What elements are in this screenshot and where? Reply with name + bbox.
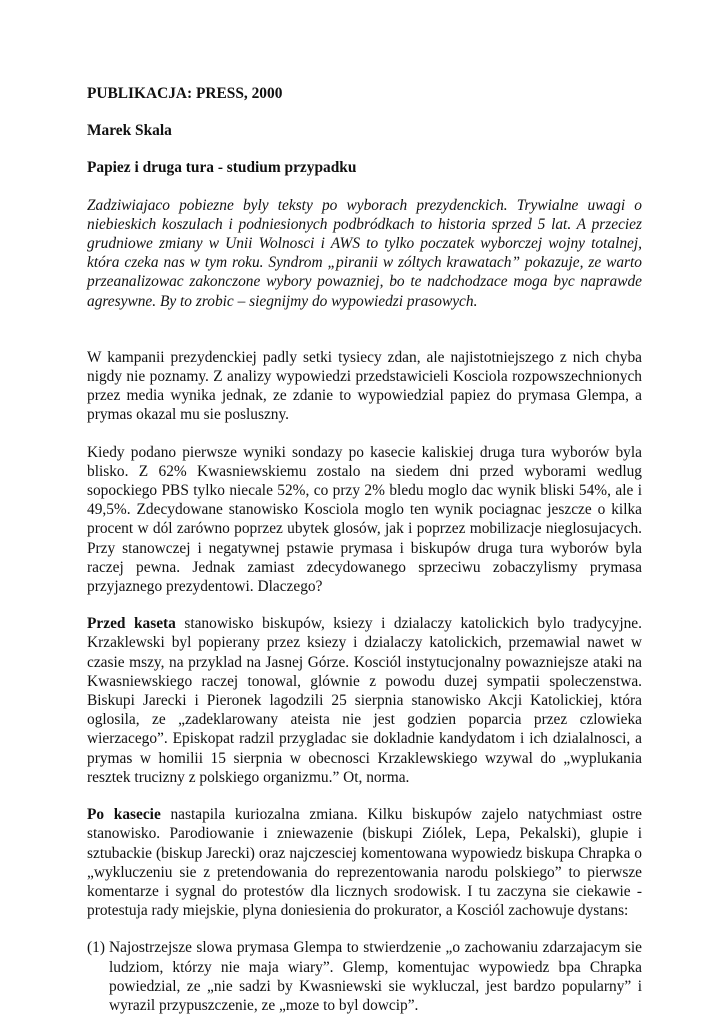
paragraph-3 [87,614,642,787]
paragraph-text: nastapila kuriozalna zmiana. Kilku biskupów zajelo natychmiast ostre stanowisko. Parodiowanie i zniewazenie (biskupi Ziólek, Lepa, Pekalski), glupie i sztubackie (biskup Jarecki) oraz najczesciej komentowana wypowiedz biskupa Chrapka o „wykluczeniu sie z pretendowania do reprezentowania narodu polskiego” to pierwsze komentarze i sygnal do protestów dla licznych srodowisk. I tu zaczyna sie ciekawie - protestuja rady miejskie, plyna doniesienia do prokurator, a Kosciól zachowuje dystans: [87,806,642,920]
paragraph-lead-bold: Po kasecie [87,806,161,824]
document-page [87,84,642,1015]
numbered-list [87,938,642,1015]
publication-line: PUBLIKACJA: PRESS, 2000 [87,85,283,102]
list-item [87,938,642,1015]
paragraph-1 [87,348,642,425]
list-item-text: Najostrzejsze slowa prymasa Glempa to stwierdzenie „o zachowaniu zdarzajacym sie ludziom, którzy nie maja wiary”. Glemp, komentujac wypowiedz bpa Chrapka powiedzial, ze „nie sadzi by Kwasniewski sie wykluczal, jest bardzo popularny” i wyrazil przypuszczenie, ze „moze to byl dowcip”. [109,939,642,1014]
article-lead: Zadziwiajaco pobiezne byly teksty po wyborach prezydenckich. Trywialne uwagi o niebieskich koszulach i podniesionych podbródkach to historia sprzed 5 lat. A przeciez grudniowe zmiany w Unii Wolnosci i AWS to tylko poczatek wyborczej wojny totalnej, która czeka nas w tym roku. Syndrom „piranii w zóltych krawatach” pokazuje, ze warto przeanalizowac zakonczone wybory powazniej, bo te nadchodzace moga byc naprawde agresywne. By to zrobic – siegnijmy do wypowiedzi prasowych. [87,196,642,310]
paragraph-2 [87,443,642,597]
list-item-number: (1) [87,939,105,957]
paragraph-text: W kampanii prezydenckiej padly setki tysiecy zdan, ale najistotniejszego z nich chyba nigdy nie poznamy. Z analizy wypowiedzi przedstawicieli Kosciola rozpowszechnionych przez media wynika jednak, ze zdanie to wypowiedzial papiez do prymasa Glempa, a prymas okazal mu sie posluszny. [87,348,642,424]
paragraph-lead-bold: Przed kaseta [87,615,176,633]
paragraph-4 [87,805,642,920]
paragraph-text: stanowisko biskupów, ksiezy i dzialaczy katolickich bylo tradycyjne. Krzaklewski byl popierany przez ksiezy i dzialaczy katolickich, przemawial nawet w czasie mszy, na przyklad na Jasnej Górze. Kosciól instytucjonalny powazniejsze ataki na Kwasniewskiego raczej tonowal, glównie z powodu duzej sympatii spoleczenstwa. Biskupi Jarecki i Pieronek lagodzili 25 sierpnia stanowisko Akcji Katolickiej, która oglosila, ze „zadeklarowany ateista nie jest godzien poparcia przez czlowieka wierzacego”. Episkopat radzil przygladac sie dokladnie kandydatom i ich dzialalnosci, a prymas w homilii 15 sierpnia w obecnosci Krzaklewskiego wzywal do „wyplukania resztek trucizny z polskiego organizmu.” Ot, norma. [87,615,642,786]
author-name: Marek Skala [87,122,172,140]
paragraph-text: Kiedy podano pierwsze wyniki sondazy po kasecie kaliskiej druga tura wyborów byla blisko. Z 62% Kwasniewskiemu zostalo na siedem dni przed wyborami wedlug sopockiego PBS tylko niecale 52%, co przy 2% bledu moglo dac wynik bliski 54%, ale i 49,5%. Zdecydowane stanowisko Kosciola moglo ten wynik pociagnac jeszcze o kilka procent w dól zarówno poprzez ubytek glosów, jak i poprzez mobilizacje nieglosujacych. Przy stanowczej i negatywnej pstawie prymasa i biskupów druga tura wyborów byla raczej pewna. Jednak zamiast zdecydowanego sprzeciwu zobaczylismy prymasa przyjaznego prezydentowi. Dlaczego? [87,443,642,596]
article-title: Papiez i druga tura - studium przypadku [87,159,357,177]
